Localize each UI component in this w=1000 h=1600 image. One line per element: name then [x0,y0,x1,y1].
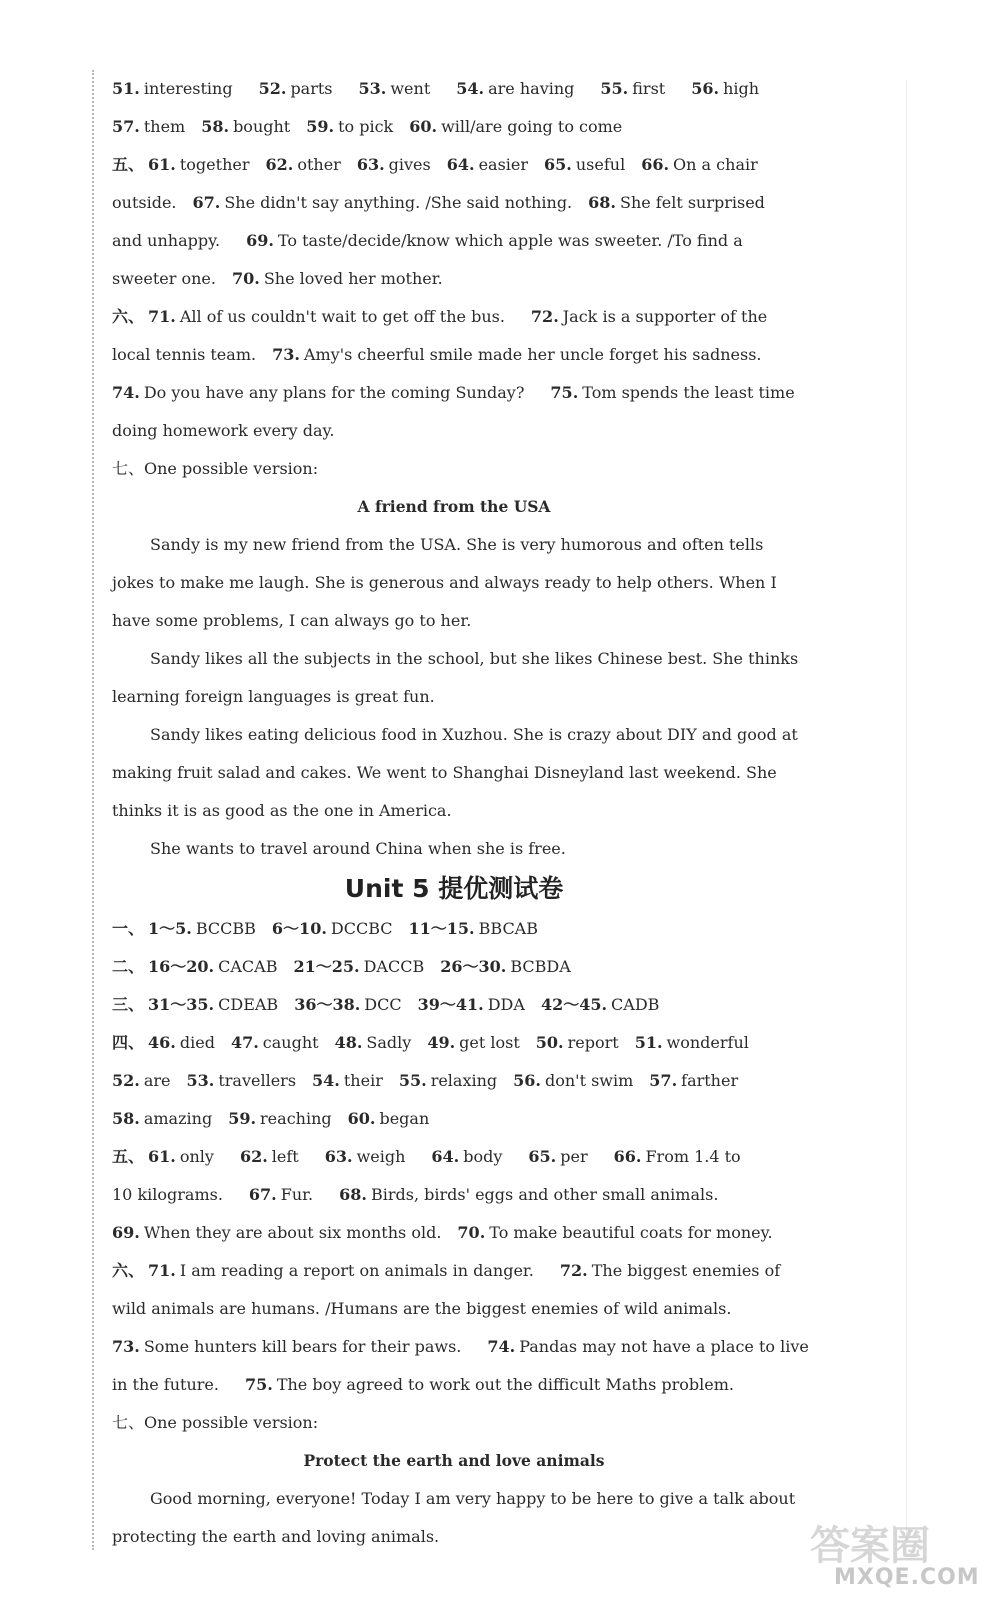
answer-text: are [143,1071,171,1090]
answer-text: farther [681,1071,739,1090]
question-number: 54. [456,79,485,98]
answer-text: wild animals are humans. /Humans are the biggest enemies of wild animals. [112,1299,732,1318]
question-range: 26～30. [440,957,507,976]
answer-text: and unhappy. [112,231,221,250]
question-number: 74. [487,1337,516,1356]
answer-text: began [379,1109,430,1128]
answer-line [112,910,796,948]
answer-line [112,948,796,986]
question-number: 59. [228,1109,257,1128]
question-number: 56. [513,1071,541,1090]
answer-text: doing homework every day. [112,421,335,440]
question-number: 49. [427,1033,456,1052]
essay-line: thinks it is as good as the one in America. [112,801,452,820]
question-number: 47. [230,1033,259,1052]
question-number: 70. [457,1223,486,1242]
question-number: 58. [112,1109,140,1128]
watermark-chinese: 答案圈 [810,1523,930,1569]
answer-text: together [179,155,250,174]
section-marker: 一、 [112,919,145,938]
essay-line: She wants to travel around China when she is free. [150,839,566,858]
question-number: 62. [239,1147,268,1166]
answer-text: Fur. [280,1185,314,1204]
watermark-url: MXQE.COM [834,1565,980,1590]
section-marker: 六、 [112,307,145,326]
question-number: 68. [588,193,616,212]
question-number: 52. [258,79,287,98]
binding-margin-line [92,70,94,1550]
answer-text: Jack is a supporter of the [562,307,768,326]
question-number: 58. [201,117,230,136]
answer-line [112,412,796,450]
question-number: 71. [148,1261,176,1280]
essay-line: making fruit salad and cakes. We went to Shanghai Disneyland last weekend. She [112,763,777,782]
answer-line [112,1100,796,1138]
question-number: 51. [112,79,140,98]
answer-text: The biggest enemies of [591,1261,781,1280]
answer-text: She didn't say anything. /She said nothing. [224,193,573,212]
answer-line [112,108,796,146]
answer-line [112,1328,809,1366]
answer-line [112,336,796,374]
answer-text: left [271,1147,299,1166]
answer-text: To make beautiful coats for money. [489,1223,773,1242]
answer-key-page [112,70,809,1556]
answer-text: reaching [260,1109,332,1128]
section-marker: 五、 [112,155,145,174]
section-marker: 二、 [112,957,145,976]
question-number: 56. [691,79,720,98]
answer-line [112,1366,796,1404]
answer-text: in the future. [112,1375,219,1394]
section-marker: 三、 [112,995,145,1014]
answer-text: easier [478,155,529,174]
answer-text: gives [388,155,431,174]
essay-line: jokes to make me laugh. She is generous and always ready to help others. When I [112,573,777,592]
answer-text: BCCBB [195,919,256,938]
answer-text: I am reading a report on animals in danger. [179,1261,534,1280]
answer-text: amazing [143,1109,213,1128]
answer-text: Do you have any plans for the coming Sunday? [143,383,525,402]
answer-text: DCCBC [330,919,393,938]
answer-text: To taste/decide/know which apple was sweeter. /To find a [277,231,743,250]
question-number: 46. [148,1033,176,1052]
essay-line: Sandy is my new friend from the USA. She is very humorous and often tells [150,535,764,554]
question-number: 70. [231,269,260,288]
question-number: 72. [559,1261,588,1280]
answer-text: Some hunters kill bears for their paws. [143,1337,462,1356]
answer-text: Pandas may not have a place to live [519,1337,809,1356]
answer-text: Tom spends the least time [582,383,795,402]
answer-text: When they are about six months old. [143,1223,442,1242]
essay-title: Protect the earth and love animals [303,1451,605,1470]
answer-text: useful [575,155,626,174]
question-number: 75. [244,1375,273,1394]
question-number: 69. [112,1223,140,1242]
answer-line [112,1290,796,1328]
answer-line [112,374,796,412]
answer-line [112,1252,796,1290]
answer-text: their [343,1071,383,1090]
question-number: 68. [339,1185,367,1204]
answer-text: Amy's cheerful smile made her uncle forget his sadness. [303,345,762,364]
answer-line [112,1024,796,1062]
answer-text: get lost [459,1033,520,1052]
answer-text: weigh [356,1147,406,1166]
question-number: 67. [192,193,221,212]
watermark-logo [796,1512,980,1594]
answer-text: travellers [218,1071,297,1090]
answer-text: wonderful [666,1033,749,1052]
essay-line: protecting the earth and loving animals. [112,1527,440,1546]
question-number: 65. [528,1147,557,1166]
answer-line [112,146,796,184]
question-range: 6～10. [271,919,327,938]
section-label: 七、One possible version: [112,1413,319,1432]
answer-text: only [179,1147,214,1166]
question-number: 61. [148,155,176,174]
question-number: 66. [641,155,670,174]
section-marker: 六、 [112,1261,145,1280]
question-number: 73. [272,345,300,364]
answer-text: caught [262,1033,319,1052]
section-heading [112,1404,796,1442]
answer-text: high [723,79,760,98]
answer-text: to pick [338,117,394,136]
question-number: 67. [248,1185,277,1204]
essay-line: Sandy likes all the subjects in the school, but she likes Chinese best. She thinks [150,649,799,668]
answer-text: report [567,1033,619,1052]
essay-line: Good morning, everyone! Today I am very happy to be here to give a talk about [150,1489,796,1508]
question-number: 57. [649,1071,678,1090]
answer-line [112,1062,796,1100]
section-marker: 四、 [112,1033,145,1052]
essay-title: A friend from the USA [357,497,551,516]
section-marker: 五、 [112,1147,145,1166]
question-number: 61. [148,1147,176,1166]
answer-line [112,1176,796,1214]
answer-text: went [390,79,431,98]
answer-text: She loved her mother. [263,269,443,288]
answer-line [112,70,796,108]
answer-text: died [179,1033,215,1052]
answer-text: parts [290,79,333,98]
question-number: 69. [246,231,274,250]
answer-text: CADB [611,995,660,1014]
answer-text: Birds, birds' eggs and other small animals. [370,1185,719,1204]
question-number: 60. [409,117,438,136]
answer-text: The boy agreed to work out the difficult Maths problem. [276,1375,734,1394]
answer-text: are having [488,79,575,98]
question-number: 59. [306,117,335,136]
answer-line [112,222,796,260]
question-number: 64. [431,1147,460,1166]
answer-text: other [297,155,341,174]
answer-text: bought [233,117,291,136]
answer-line [112,184,796,222]
question-range: 36～38. [294,995,361,1014]
question-number: 71. [148,307,176,326]
essay-line: have some problems, I can always go to her. [112,611,472,630]
answer-text: Sadly [366,1033,412,1052]
answer-line [112,260,796,298]
question-number: 52. [112,1071,140,1090]
answer-text: She felt surprised [619,193,765,212]
answer-text: outside. [112,193,177,212]
question-number: 75. [550,383,579,402]
answer-text: interesting [143,79,233,98]
answer-text: DACCB [363,957,425,976]
answer-text: On a chair [673,155,758,174]
answer-text: don't swim [545,1071,634,1090]
answer-text: BBCAB [478,919,538,938]
question-number: 50. [535,1033,564,1052]
question-range: 11～15. [408,919,475,938]
answer-text: From 1.4 to [645,1147,741,1166]
section-heading [112,450,796,488]
answer-text: local tennis team. [112,345,257,364]
answer-text: sweeter one. [112,269,216,288]
question-number: 63. [324,1147,353,1166]
answer-line [112,1138,796,1176]
question-number: 57. [112,117,140,136]
answer-text: body [463,1147,503,1166]
answer-text: DCC [364,995,402,1014]
answer-text: DDA [487,995,525,1014]
answer-text: BCBDA [510,957,571,976]
question-number: 62. [265,155,294,174]
answer-text: first [632,79,666,98]
question-number: 53. [186,1071,215,1090]
question-number: 72. [530,307,559,326]
question-number: 73. [112,1337,140,1356]
question-range: 42～45. [540,995,608,1014]
question-number: 54. [312,1071,340,1090]
answer-text: 10 kilograms. [112,1185,223,1204]
question-number: 48. [334,1033,363,1052]
question-number: 66. [613,1147,642,1166]
answer-text: per [560,1147,588,1166]
answer-text: CACAB [218,957,278,976]
question-number: 60. [347,1109,376,1128]
question-number: 63. [356,155,385,174]
page-edge-line [906,80,907,1540]
answer-text: All of us couldn't wait to get off the bus. [179,307,505,326]
question-range: 21～25. [293,957,360,976]
essay-line: learning foreign languages is great fun. [112,687,435,706]
answer-line [112,1214,796,1252]
question-number: 74. [112,383,140,402]
question-number: 53. [358,79,387,98]
answer-line [112,986,796,1024]
answer-line [112,298,796,336]
section-label: 七、One possible version: [112,459,319,478]
question-range: 16～20. [148,957,215,976]
essay-line: Sandy likes eating delicious food in Xuzhou. She is crazy about DIY and good at [150,725,798,744]
answer-text: will/are going to come [441,117,623,136]
question-number: 55. [600,79,629,98]
question-number: 64. [446,155,475,174]
question-number: 55. [398,1071,427,1090]
unit-title: Unit 5 提优测试卷 [344,874,564,903]
question-number: 65. [544,155,572,174]
question-range: 39～41. [417,995,484,1014]
question-number: 51. [634,1033,663,1052]
answer-text: CDEAB [218,995,279,1014]
answer-text: relaxing [430,1071,498,1090]
question-range: 31～35. [148,995,215,1014]
question-range: 1～5. [148,919,192,938]
answer-text: them [143,117,186,136]
